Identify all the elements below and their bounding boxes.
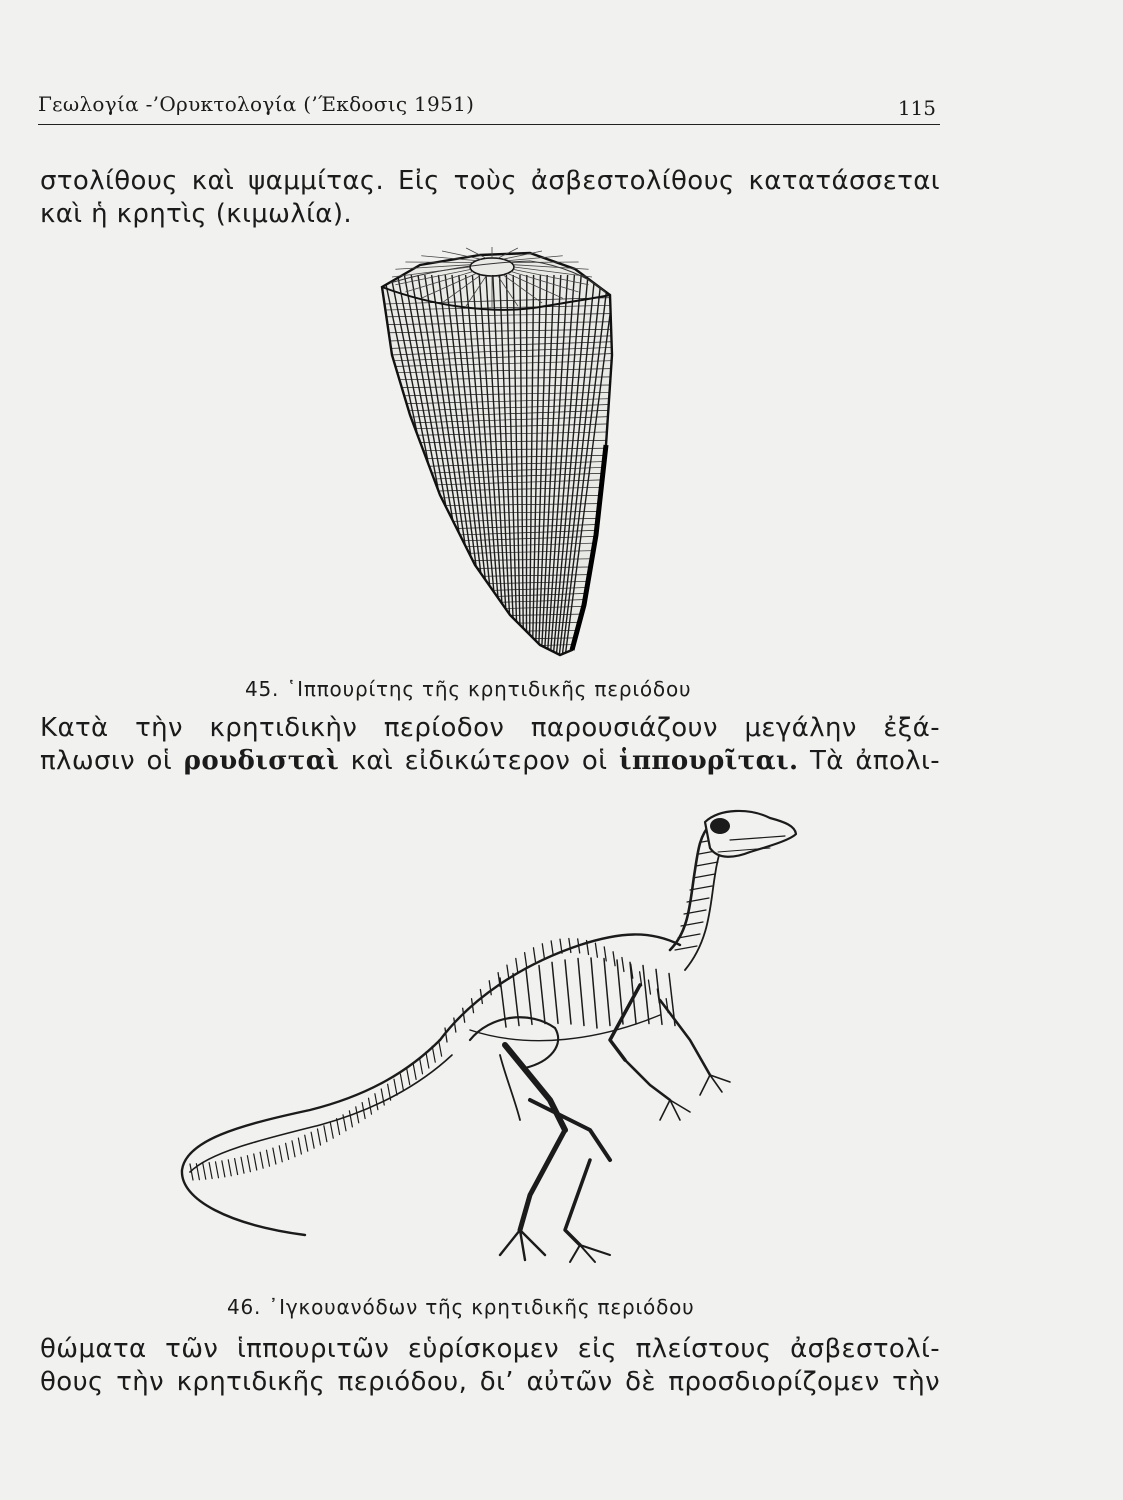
- paragraph-3-line-2: θους τὴν κρητιδικῆς περιόδου, δι’ αὐτῶν δὲ προσδιορίζομεν τὴν: [40, 1367, 940, 1397]
- paragraph-3: [40, 1333, 940, 1399]
- paragraph-2-line-2-end: Τὰ ἀπολι-: [809, 746, 941, 776]
- paragraph-3-line-1: θώματα τῶν ἱππουριτῶν εὑρίσκομεν εἰς πλείστους ἀσβεστολί-: [40, 1334, 940, 1364]
- paragraph-2-line-2-mid: καὶ εἰδικώτερον οἱ: [350, 746, 608, 776]
- term-hippurites: ἱππουρῖται.: [618, 746, 799, 776]
- paragraph-2-line-1: Κατὰ τὴν κρητιδικὴν περίοδον παρουσιάζουν μεγάλην ἐξά-: [40, 713, 940, 743]
- running-header: [38, 90, 940, 125]
- iguanodon-skeleton-illustration: [170, 800, 810, 1270]
- hippurite-fossil-illustration: [370, 245, 630, 665]
- figure-46-caption: 46. ᾿Ιγκουανόδων τῆς κρητιδικῆς περιόδου: [227, 1295, 695, 1319]
- paragraph-2-line-2-start: πλωσιν οἱ: [40, 746, 173, 776]
- paragraph-1-line-2: καὶ ἡ κρητὶς (κιμωλία).: [40, 199, 353, 229]
- figure-45-caption: 45. ῾Ιππουρίτης τῆς κρητιδικῆς περιόδου: [245, 677, 692, 701]
- term-rudists: ρουδισταὶ: [183, 746, 340, 776]
- running-title: Γεωλογία -’Ορυκτολογία (’Έκδοσις 1951): [38, 92, 475, 116]
- page-number: 115: [897, 96, 936, 120]
- paragraph-2: [40, 712, 940, 778]
- paragraph-1-line-1: στολίθους καὶ ψαμμίτας. Εἰς τοὺς ἀσβεστολίθους κατατάσσεται: [40, 166, 940, 196]
- paragraph-1: [40, 165, 940, 231]
- paragraph-2-line-2: [40, 745, 940, 778]
